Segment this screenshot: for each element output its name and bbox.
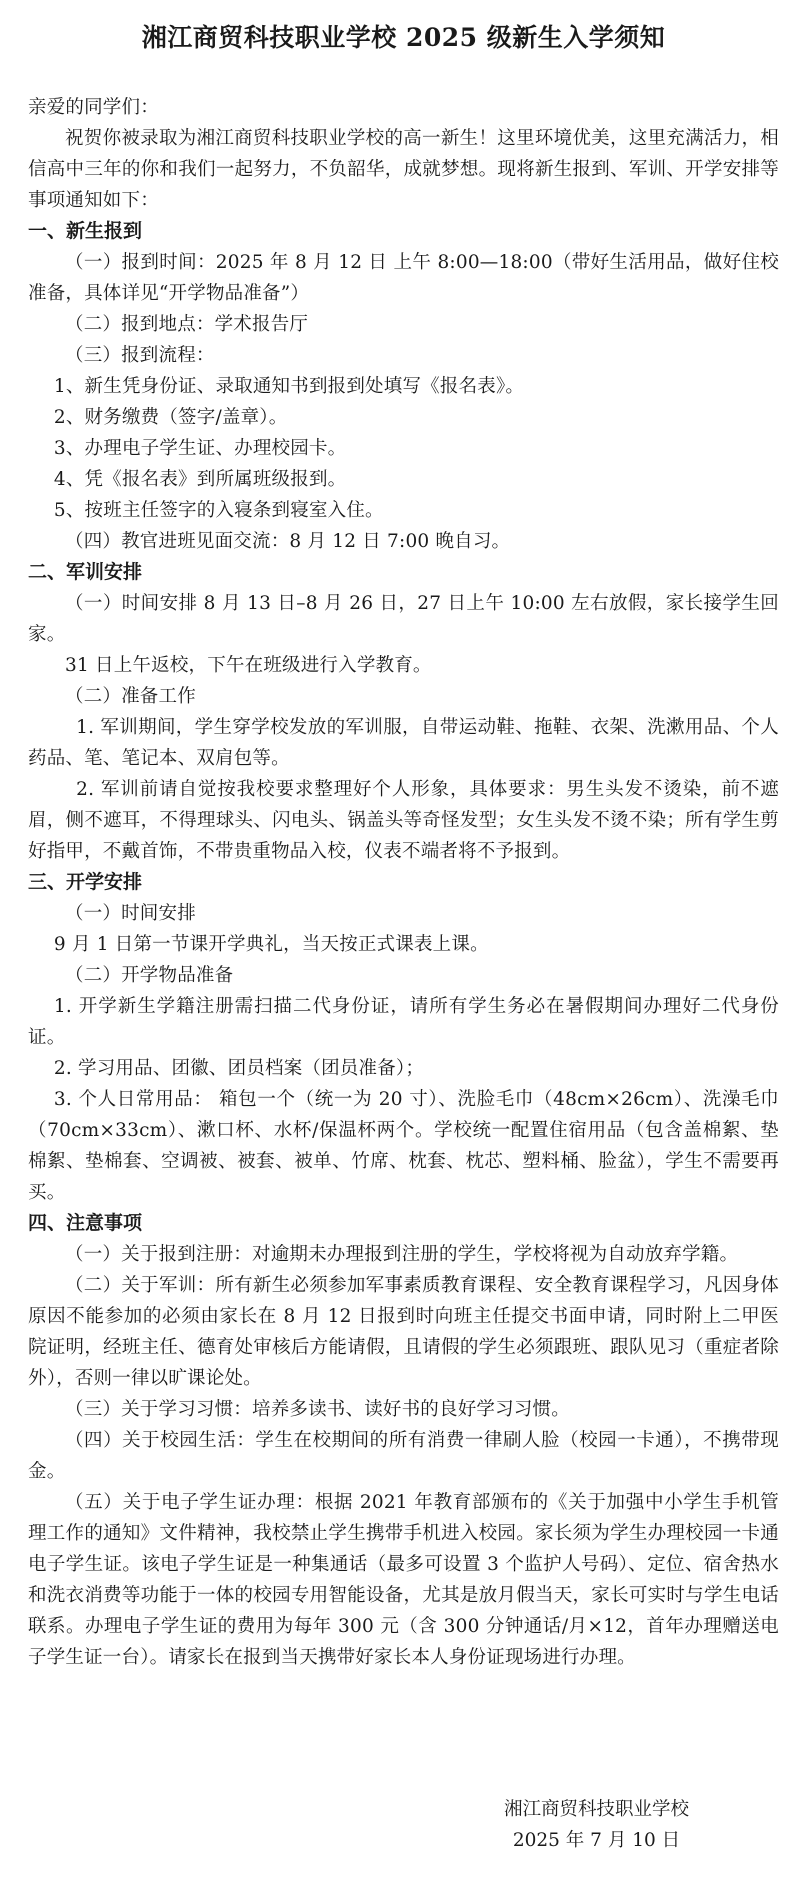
section-heading-military-training: 二、军训安排 <box>28 561 143 583</box>
intro-paragraph: 祝贺你被录取为湘江商贸科技职业学校的高一新生！这里环境优美，这里充满活力，相信高中三年的你和我们一起努力，不负韶华，成就梦想。现将新生报到、军训、开学安排等事项通知如下： <box>28 128 779 211</box>
section-heading-notes: 四、注意事项 <box>28 1212 143 1234</box>
note-item: （三）关于学习习惯：培养多读书、读好书的良好学习习惯。 <box>65 1399 570 1420</box>
supplies-label: （二）开学物品准备 <box>65 965 234 986</box>
note-item: （二）关于军训：所有新生必须参加军事素质教育课程、安全教育课程学习，凡因身体原因不能参加的必须由家长在 8 月 12 日报到时向班主任提交书面申请，同时附上二甲医院证明，经班主任、德育处审核后方能请假，且请假的学生必须跟班、跟队见习（重症者除外），否则一律以旷课论处。 <box>28 1275 779 1389</box>
start-schedule: 9 月 1 日第一节课开学典礼，当天按正式课表上课。 <box>53 934 489 955</box>
preparation-item: 2. 军训前请自觉按我校要求整理好个人形象，具体要求：男生头发不烫染，前不遮眉，侧不遮耳，不得理球头、闪电头、锅盖头等奇怪发型；女生头发不烫不染；所有学生剪好指甲，不戴首饰，不带贵重物品入校，仪表不端者将不予报到。 <box>28 779 779 862</box>
registration-step: 2、财务缴费（签字/盖章）。 <box>53 407 288 428</box>
registration-step: 1、新生凭身份证、录取通知书到报到处填写《报名表》。 <box>53 376 525 397</box>
signature-date: 2025 年 7 月 10 日 <box>512 1830 681 1851</box>
preparation-item: 1. 军训期间，学生穿学校发放的军训服，自带运动鞋、拖鞋、衣架、洗漱用品、个人药品、笔、笔记本、双肩包等。 <box>28 717 779 769</box>
signature-block <box>504 1794 689 1856</box>
registration-step: 3、办理电子学生证、办理校园卡。 <box>53 438 347 459</box>
supplies-item: 1. 开学新生学籍注册需扫描二代身份证，请所有学生务必在暑假期间办理好二代身份证。 <box>28 996 779 1048</box>
return-to-school: 31 日上午返校，下午在班级进行入学教育。 <box>65 655 432 676</box>
supplies-item: 2. 学习用品、团徽、团员档案（团员准备）； <box>53 1058 425 1079</box>
note-item: （一）关于报到注册：对逾期未办理报到注册的学生，学校将视为自动放弃学籍。 <box>65 1244 739 1265</box>
supplies-item: 3. 个人日常用品： 箱包一个（统一为 20 寸）、洗脸毛巾（48cm×26cm）、洗澡毛巾（70cm×33cm）、漱口杯、水杯/保温杯两个。学校统一配置住宿用品（包含盖棉絮、垫棉絮、垫棉套、空调被、被套、被单、竹席、枕套、枕芯、塑料桶、脸盆），学生不需要再买。 <box>28 1089 779 1203</box>
note-item: （四）关于校园生活：学生在校期间的所有消费一律刷人脸（校园一卡通），不携带现金。 <box>28 1430 779 1482</box>
signature-organization: 湘江商贸科技职业学校 <box>503 1799 689 1820</box>
section-heading-school-start: 三、开学安排 <box>28 871 143 893</box>
registration-time: （一）报到时间：2025 年 8 月 12 日 上午 8:00—18:00（带好生活用品，做好住校准备，具体详见“开学物品准备”） <box>28 252 779 304</box>
registration-location: （二）报到地点：学术报告厅 <box>65 314 309 335</box>
preparation-label: （二）准备工作 <box>65 686 196 707</box>
registration-process-label: （三）报到流程： <box>65 345 215 366</box>
note-item: （五）关于电子学生证办理：根据 2021 年教育部颁布的《关于加强中小学生手机管理工作的通知》文件精神，我校禁止学生携带手机进入校园。家长须为学生办理校园一卡通电子学生证。该电子学生证是一种集通话（最多可设置 3 个监护人号码）、定位、宿舍热水和洗衣消费等功能于一体的校园专用智能设备，尤其是放月假当天，家长可实时与学生电话联系。办理电子学生证的费用为每年 300 元（含 300 分钟通话/月×12，首年办理赠送电子学生证一台）。请家长在报到当天携带好家长本人身份证现场进行办理。 <box>28 1492 779 1668</box>
registration-step: 5、按班主任签字的入寝条到寝室入住。 <box>53 500 384 521</box>
training-schedule: （一）时间安排 8 月 13 日–8 月 26 日，27 日上午 10:00 左右放假，家长接学生回家。 <box>28 593 779 645</box>
page-title: 湘江商贸科技职业学校 2025 级新生入学须知 <box>141 23 666 52</box>
greeting: 亲爱的同学们： <box>28 97 159 118</box>
section-heading-registration: 一、新生报到 <box>28 220 143 242</box>
registration-step: 4、凭《报名表》到所属班级报到。 <box>53 469 347 490</box>
instructor-meeting: （四）教官进班见面交流：8 月 12 日 7:00 晚自习。 <box>65 531 511 552</box>
start-schedule-label: （一）时间安排 <box>65 903 196 924</box>
